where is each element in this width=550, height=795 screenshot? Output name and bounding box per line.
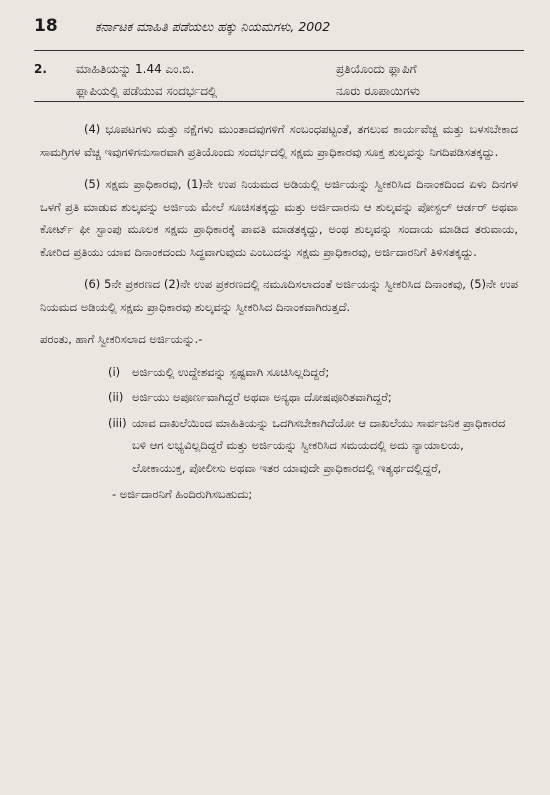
row-fee-line2: ನೂರು ರೂಪಾಯಿಗಳು xyxy=(336,84,420,98)
paragraph-4: (4) ಭೂಪಟಗಳು ಮತ್ತು ನಕ್ಷೆಗಳು ಮುಂತಾದವುಗಳಿಗೆ ಸಂಬಂಧಪಟ್ಟಂತೆ, ತಗಲುವ ಕಾರ್ಯವೆಚ್ಚ ಮತ್ತು ಬಳಸಬೇಕಾದ ಸಾಮಗ್ರಿಗಳ ವೆಚ್ಚ ಇವುಗಳಿಗನುಸಾರವಾಗಿ ಪ್ರತಿಯೊಂದು ಸಂದರ್ಭದಲ್ಲಿ ಸಕ್ಷಮ ಪ್ರಾಧಿಕಾರವು ಸೂಕ್ತ ಶುಲ್ಕವನ್ನು ನಿಗದಿಪಡಿಸತಕ್ಕದ್ದು. xyxy=(40,122,518,159)
list-item-text: ಅರ್ಜಿಯಲ್ಲಿ ಉದ್ದೇಶವನ್ನು ಸ್ಪಷ್ಟವಾಗಿ ಸೂಚಿಸಿಲ್ಲದಿದ್ದರೆ; xyxy=(132,364,330,379)
list-item-text: ಯಾವ ದಾಖಲೆಯಿಂದ ಮಾಹಿತಿಯನ್ನು ಒದಗಿಸಬೇಕಾಗಿದೆಯೋ ಆ ದಾಖಲೆಯು ಸಾರ್ವಜನಿಕ ಪ್ರಾಧಿಕಾರದ ಬಳಿ ಆಗ ಲಭ್ಯವಿಲ್ಲದಿದ್ದರೆ ಮತ್ತು ಅರ್ಜಿಯನ್ನು ಸ್ವೀಕರಿಸಿದ ಸಮಯದಲ್ಲಿ ಅದು ನ್ಯಾಯಾಲಯ, ಲೋಕಾಯುಕ್ತ, ಪೋಲೀಸು ಅಥವಾ ಇತರ ಯಾವುದೇ ಪ್ರಾಧಿಕಾರದಲ್ಲಿ ಇತ್ಯರ್ಥದಲ್ಲಿದ್ದರೆ, xyxy=(132,415,506,475)
list-item xyxy=(40,386,518,409)
body-text xyxy=(40,118,518,506)
condition-list xyxy=(40,361,518,480)
page-number: 18 xyxy=(34,16,58,36)
row-fee-line1: ಪ್ರತಿಯೊಂದು ಫ್ಲಾಪಿಗೆ xyxy=(336,62,417,76)
row-description-line1: ಮಾಹಿತಿಯನ್ನು 1.44 ಎಂ.ಬಿ. xyxy=(76,62,195,76)
paragraph-6: (6) 5ನೇ ಪ್ರಕರಣದ (2)ನೇ ಉಪ ಪ್ರಕರಣದಲ್ಲಿ ನಮೂದಿಸಲಾದಂತೆ ಅರ್ಜಿಯನ್ನು ಸ್ವೀಕರಿಸಿದ ದಿನಾಂಕವು, (5)ನೇ ಉಪ ನಿಯಮದ ಅಡಿಯಲ್ಲಿ ಸಕ್ಷಮ ಪ್ರಾಧಿಕಾರವು ಶುಲ್ಕವನ್ನು ಸ್ವೀಕರಿಸಿದ ದಿನಾಂಕವಾಗಿರುತ್ತದೆ. xyxy=(40,277,518,314)
table-bottom-rule xyxy=(34,101,524,102)
row-number: 2. xyxy=(34,62,47,76)
list-item xyxy=(40,361,518,384)
proviso-line: ಪರಂತು, ಹಾಗೆ ಸ್ವೀಕರಿಸಲಾದ ಅರ್ಜಿಯನ್ನು.- xyxy=(40,332,203,346)
list-marker: (ii) xyxy=(108,390,124,404)
running-title: ಕರ್ನಾಟಕ ಮಾಹಿತಿ ಪಡೆಯಲು ಹಕ್ಕು ನಿಯಮಗಳು, 2002 xyxy=(95,19,331,34)
closing-line: - ಅರ್ಜಿದಾರನಿಗೆ ಹಿಂದಿರುಗಿಸಬಹುದು; xyxy=(112,487,253,501)
list-marker: (iii) xyxy=(108,415,127,430)
list-item xyxy=(40,412,518,480)
list-item-text: ಅರ್ಜಿಯು ಅಪೂರ್ಣವಾಗಿದ್ದರೆ ಅಥವಾ ಅನ್ಯಥಾ ದೋಷಪೂರಿತವಾಗಿದ್ದರೆ; xyxy=(132,390,392,404)
list-marker: (i) xyxy=(108,364,121,379)
row-description-line2: ಫ್ಲಾಪಿಯಲ್ಲಿ ಪಡೆಯುವ ಸಂದರ್ಭದಲ್ಲಿ xyxy=(76,84,218,98)
top-rule xyxy=(34,50,524,51)
paragraph-5: (5) ಸಕ್ಷಮ ಪ್ರಾಧಿಕಾರವು, (1)ನೇ ಉಪ ನಿಯಮದ ಅಡಿಯಲ್ಲಿ ಅರ್ಜಿಯನ್ನು ಸ್ವೀಕರಿಸಿದ ದಿನಾಂಕದಿಂದ ಏಳು ದಿನಗಳ ಒಳಗೆ ಪ್ರತಿ ಮಾಡುವ ಶುಲ್ಕವನ್ನು ಅರ್ಜಿಯ ಮೇಲೆ ಸೂಚಿಸತಕ್ಕದ್ದು ಮತ್ತು ಅರ್ಜಿದಾರನು ಆ ಶುಲ್ಕವನ್ನು ಪೋಸ್ಟಲ್ ಆರ್ಡರ್ ಅಥವಾ ಕೋರ್ಟ್ ಫೀ ಸ್ಟಾಂಪು ಮೂಲಕ ಸಕ್ಷಮ ಪ್ರಾಧಿಕಾರಕ್ಕೆ ಪಾವತಿ ಮಾಡತಕ್ಕದ್ದು, ಅಂಥ ಶುಲ್ಕವನ್ನು ಸಂದಾಯ ಮಾಡಿದ ತರುವಾಯ, ಕೋರಿದ ಪ್ರತಿಯು ಯಾವ ದಿನಾಂಕದಂದು ಸಿದ್ಧವಾಗುವುದು ಎಂಬುದನ್ನು ಸಕ್ಷಮ ಪ್ರಾಧಿಕಾರವು, ಅರ್ಜಿದಾರನಿಗೆ ತಿಳಿಸತಕ್ಕದ್ದು. xyxy=(40,177,518,259)
